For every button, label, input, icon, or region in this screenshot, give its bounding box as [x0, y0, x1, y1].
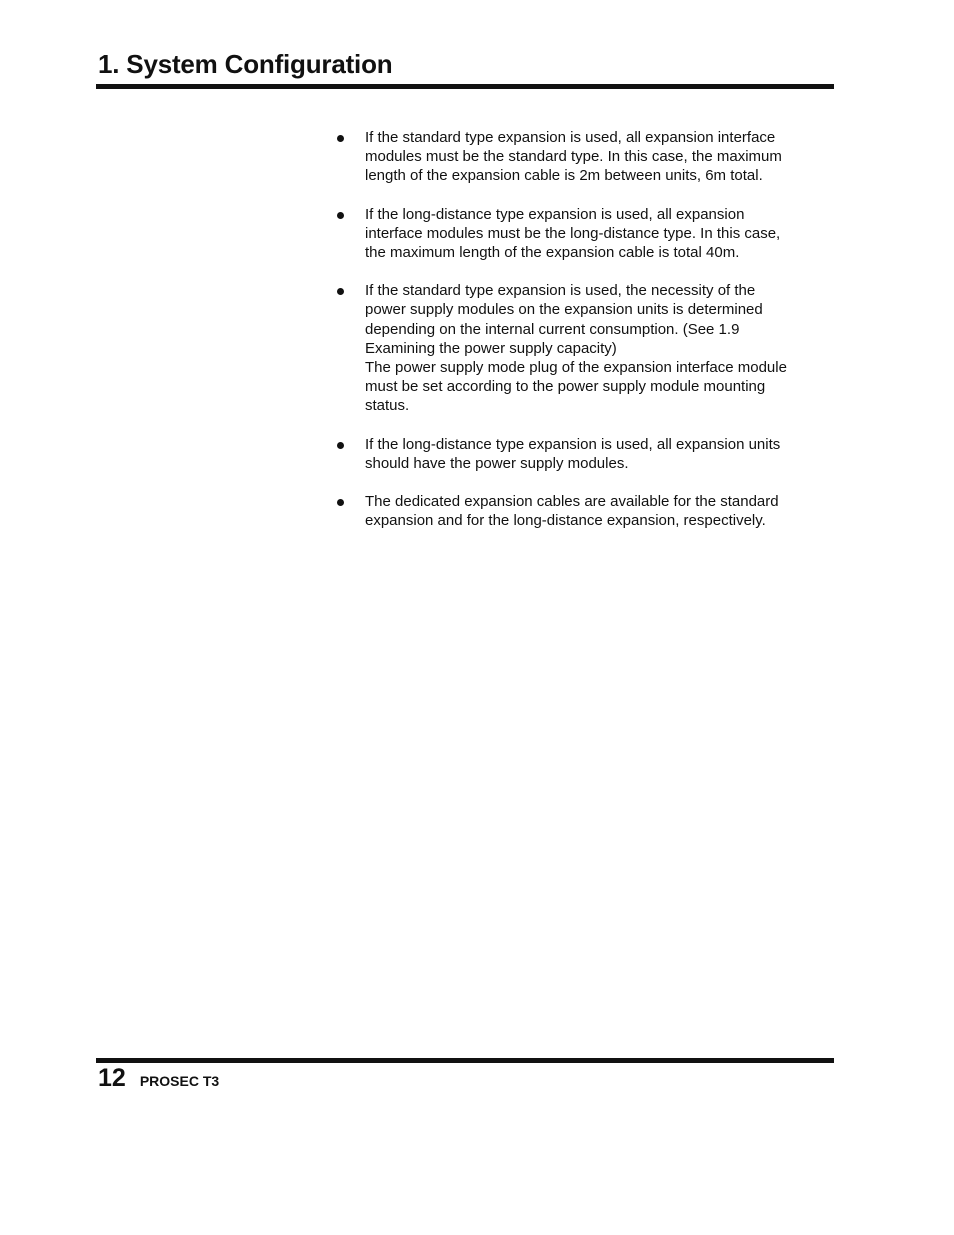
list-item-text: If the long-distance type expansion is used, all expansion interface modules must be the long-distance type. In this case, the maximum length of the expansion cable is total 40m. — [365, 205, 781, 262]
page-title: 1. System Configuration — [98, 49, 393, 79]
list-item-text: If the standard type expansion is used, all expansion interface modules must be the standard type. In this case, the maximum length of the expansion cable is 2m between units, 6m total. — [365, 129, 782, 185]
list-item-text: If the standard type expansion is used, the necessity of the power supply modules on the expansion units is determined depending on the internal current consumption. (See 1.9 Examining the power supply capacity) The power supply mode plug of the expansion interface module must be set according to the power supply module mounting status. — [365, 282, 787, 415]
list-item — [336, 205, 836, 263]
page-footer — [98, 1062, 219, 1094]
list-item — [336, 128, 836, 186]
list-item — [336, 281, 836, 415]
bullet-icon — [337, 212, 344, 219]
bullet-icon — [337, 442, 344, 449]
list-item-text: If the long-distance type expansion is used, all expansion units should have the power supply modules. — [365, 435, 781, 472]
product-name: PROSEC T3 — [139, 1073, 220, 1089]
bullet-list — [336, 128, 836, 549]
list-item-text: The dedicated expansion cables are available for the standard expansion and for the long-distance expansion, respectively. — [365, 493, 779, 530]
list-item — [336, 492, 836, 530]
list-item — [336, 435, 836, 473]
bullet-icon — [337, 499, 344, 506]
page-number: 12 — [98, 1064, 126, 1092]
bullet-icon — [337, 288, 344, 295]
header-divider — [96, 84, 834, 89]
bullet-icon — [337, 135, 344, 142]
